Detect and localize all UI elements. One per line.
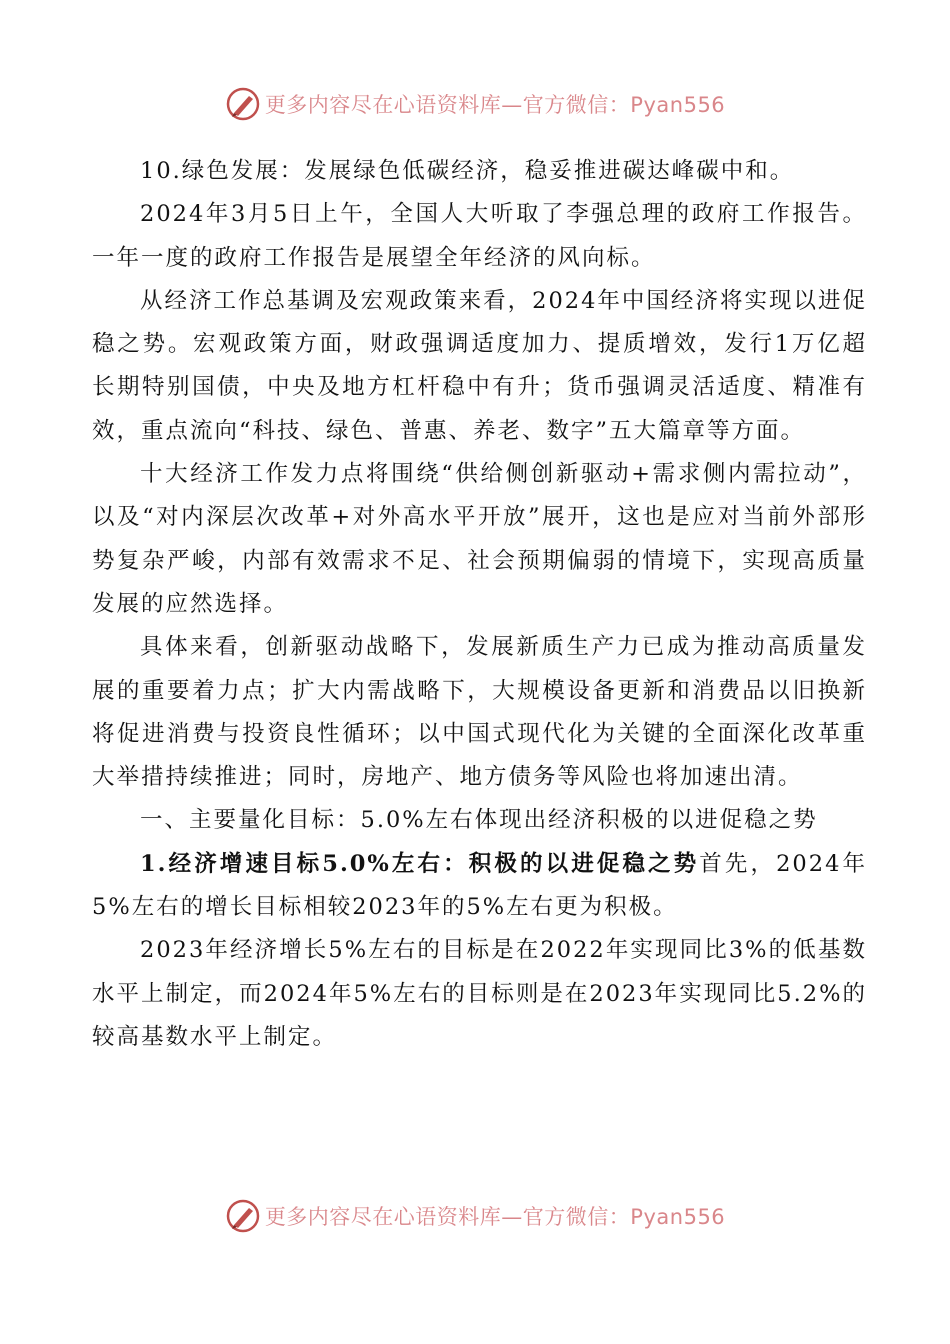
header-watermark-text: 更多内容尽在心语资料库—官方微信：Pyan556 <box>264 93 726 117</box>
pen-logo-icon <box>225 1198 261 1234</box>
paragraph-green-development: 10.绿色发展：发展绿色低碳经济，稳妥推进碳达峰碳中和。 <box>140 158 795 184</box>
paragraph-government-report: 2024年3月5日上午，全国人大听取了李强总理的政府工作报告。一年一度的政府工作报告是展望全年经济的风向标。 <box>92 201 867 271</box>
paragraph-growth-target <box>92 843 867 930</box>
growth-target-text: 首先，2024年5%左右的增长目标相较2023年的5%左右更为积极。 <box>92 850 867 921</box>
paragraph-specific-view: 具体来看，创新驱动战略下，发展新质生产力已成为推动高质量发展的重要着力点；扩大内需战略下，大规模设备更新和消费品以旧换新将促进消费与投资良性循环；以中国式现代化为关键的全面深化改革重大举措持续推进；同时，房地产、地方债务等风险也将加速出清。 <box>92 634 867 791</box>
document-body <box>92 150 867 1059</box>
paragraph-macro-policy: 从经济工作总基调及宏观政策来看，2024年中国经济将实现以进促稳之势。宏观政策方面，财政强调适度加力、提质增效，发行1万亿超长期特别国债，中央及地方杠杆稳中有升；货币强调灵活适度、精准有效，重点流向“科技、绿色、普惠、养老、数字”五大篇章等方面。 <box>92 287 867 444</box>
section-heading-quantitative-targets: 一、主要量化目标：5.0%左右体现出经济积极的以进促稳之势 <box>140 807 818 834</box>
footer-watermark-text: 更多内容尽在心语资料库—官方微信：Pyan556 <box>264 1205 726 1229</box>
pen-logo-icon <box>225 86 261 122</box>
paragraph-base-comparison: 2023年经济增长5%左右的目标是在2022年实现同比3%的低基数水平上制定，而2024年5%左右的目标则是在2023年实现同比5.2%的较高基数水平上制定。 <box>92 937 867 1050</box>
footer-watermark-banner <box>0 1194 950 1238</box>
growth-target-heading: 1.经济增速目标5.0%左右：积极的以进促稳之势 <box>140 850 700 877</box>
header-watermark-banner <box>0 82 950 126</box>
paragraph-ten-focus-points: 十大经济工作发力点将围绕“供给侧创新驱动+需求侧内需拉动”，以及“对内深层次改革+对外高水平开放”展开，这也是应对当前外部形势复杂严峻，内部有效需求不足、社会预期偏弱的情境下，实现高质量发展的应然选择。 <box>92 461 867 617</box>
